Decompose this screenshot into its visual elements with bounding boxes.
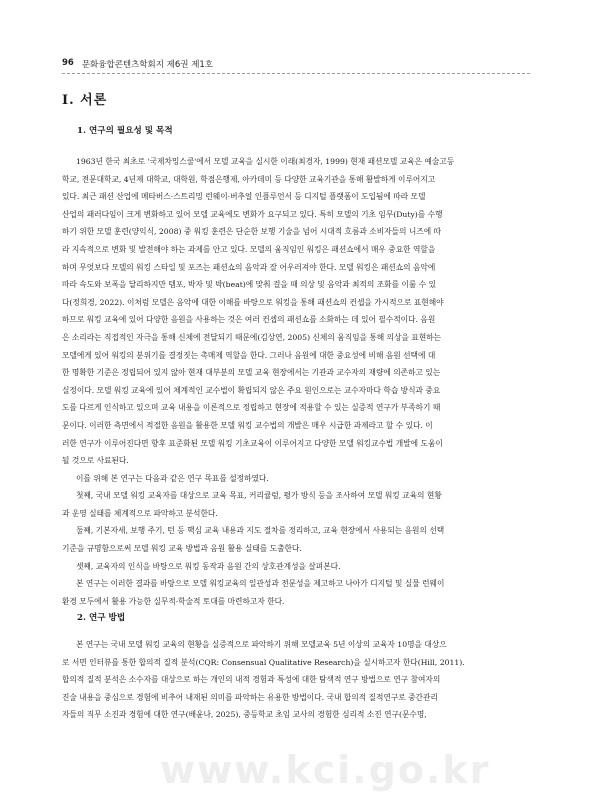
section-title: Ⅰ. 서론	[62, 93, 108, 108]
text-line: 하기 위한 모델 훈련(양익식, 2008) 중 워킹 훈련은 단순한 보행 기술을 넘어 시대적 흐름과 소비자들의 니즈에 따	[62, 227, 442, 237]
watermark: www.kci.go.kr	[160, 748, 491, 792]
text-line: 모델에게 있어 워킹의 분위기를 결정짓는 촉매제 역할을 한다. 그러나 음원에 대한 중요성에 비해 음원 선택에 대	[62, 350, 436, 360]
text-line: 이를 위해 본 연구는 다음과 같은 연구 목표를 설정하였다.	[76, 473, 269, 483]
subsection-body-1	[62, 153, 529, 610]
journal-title: 문화융합콘텐츠학회지 제6권 제1호	[81, 60, 214, 70]
running-header	[62, 58, 530, 70]
text-line: 과 운영 실태를 체계적으로 파악하고 분석한다.	[62, 508, 218, 518]
text-line: 실정이다. 모델 워킹 교육에 있어 체계적인 교수법이 확립되지 않은 주요 원인으로는 교수자마다 학습 방식과 중요	[62, 385, 441, 395]
text-line: 문이다. 이러한 측면에서 적절한 음원을 활용한 모델 워킹 교수법의 개발은 매우 시급한 과제라고 할 수 있다. 이	[62, 420, 433, 430]
text-line: 1963년 한국 최초로 '국제차밍스쿨'에서 모델 교육을 실시한 이래(최경자, 1999) 현재 패션모델 교육은 예술고등	[76, 157, 455, 166]
text-line: 기준을 규명함으로써 모델 워킹 교육 방법과 음원 활용 실태를 도출한다.	[62, 544, 302, 554]
text-line: 학교, 전문대학교, 4년제 대학교, 대학원, 학점은행제, 아카데미 등 다양한 교육기관을 통해 활발하게 이루어지고	[62, 174, 436, 184]
text-line: 도를 다르게 인식하고 있으며 교육 내용을 이론적으로 정립하고 현장에 적용할 수 있는 실증적 연구가 부족하기 때	[62, 403, 441, 413]
header-divider	[62, 73, 530, 74]
page-number: 96	[62, 58, 74, 68]
text-line: 첫째, 국내 모델 워킹 교육자를 대상으로 교육 목표, 커리큘럼, 평가 방식 등을 조사하여 모델 워킹 교육의 현황	[76, 491, 442, 501]
text-line: 합의적 질적 분석은 소수자를 대상으로 하는 개인의 내적 경험과 특성에 대한 탐색적 연구 방법으로 연구 참여자의	[62, 675, 441, 685]
subsection-title-1: 1. 연구의 필요성 및 목적	[77, 126, 173, 136]
text-line: 따라 속도와 보폭을 달리하지만 템포, 박자 및 박(beat)에 맞춰 걸을 때 의상 및 음악과 최적의 조화를 이룰 수 있	[62, 280, 437, 290]
subsection-body-2	[62, 636, 529, 724]
text-line: 본 연구는 국내 모델 워킹 교육의 현황을 실증적으로 파악하기 위해 모델교육 5년 이상의 교육자 10명을 대상으	[76, 640, 447, 649]
text-line: 본 연구는 이러한 결과를 바탕으로 모델 워킹교육의 일관성과 전문성을 제고하고 나아가 디지털 및 실물 런웨이	[76, 579, 445, 589]
text-line: 환경 모두에서 활용 가능한 실무적·학술적 토대를 마련하고자 한다.	[62, 596, 285, 606]
text-line: 둘째, 기본자세, 보행 주기, 턴 등 핵심 교육 내용과 지도 절차를 정리하고, 교육 현장에서 사용되는 음원의 선택	[76, 526, 445, 536]
text-line: 라 지속적으로 변화 및 발전해야 하는 과제를 안고 있다. 모델의 움직임인 워킹은 패션쇼에서 매우 중요한 역할을	[62, 244, 436, 254]
text-line: 자들의 직무 소진과 경험에 대한 연구(배윤나, 2025), 중등학교 초임 교사의 경험한 심리적 소진 연구(문수명,	[62, 710, 427, 720]
text-line: 진술 내용을 중심으로 경험에 비추어 내재된 의미를 파악하는 유용한 방법이다. 국내 합의적 질적연구로 중간관리	[62, 692, 438, 702]
text-line: 로 서면 인터뷰를 통한 합의적 질적 분석(CQR: Consensual Qualitative Research)을 실시하고자 한다(Hill, 2011).	[62, 657, 465, 667]
text-line: 있다. 최근 패션 산업에 메타버스·스트리밍 런웨이·버추얼 인플루언서 등 디지털 플랫폼이 도입됨에 따라 모델	[62, 192, 426, 202]
text-line: 셋째, 교육자의 인식을 바탕으로 워킹 동작과 음원 간의 상호관계성을 살펴본다.	[76, 561, 341, 571]
text-line: 은 소리라는 직접적인 자극을 통해 신체에 전달되기 때문에(김상연, 2005) 신체의 움직임을 통해 의상을 표현하는	[62, 332, 442, 342]
text-line: 하므로 워킹 교육에 있어 다양한 음원을 사용하는 것은 여러 컨셉의 패션쇼를 소화하는 데 있어 필수적이다. 음원	[62, 315, 436, 325]
text-line: 하며 무엇보다 모델의 워킹 스타일 및 포즈는 패션쇼의 음악과 잘 어우러져야 한다. 모델 워킹은 패션쇼의 음악에	[62, 262, 436, 272]
text-line: 다(정희경, 2022). 이처럼 모델은 음악에 대한 이해를 바탕으로 워킹을 통해 패션쇼의 컨셉을 가시적으로 표현해야	[62, 297, 444, 307]
subsection-title-2: 2. 연구 방법	[77, 613, 126, 623]
text-line: 될 것으로 사료된다.	[62, 456, 129, 466]
text-line: 한 명확한 기준은 정립되어 있지 않아 현재 대부분의 모델 교육 현장에서는 기관과 교수자의 재량에 의존하고 있는	[62, 368, 441, 378]
text-line: 산업의 패러다임이 크게 변화하고 있어 모델 교육에도 변화가 요구되고 있다. 특히 모델의 기초 임무(Duty)를 수행	[62, 209, 443, 219]
text-line: 러한 연구가 이루어진다면 향후 표준화된 모델 워킹 기초교육이 이루어지고 다양한 모델 워킹교수법 개발에 도움이	[62, 438, 443, 448]
